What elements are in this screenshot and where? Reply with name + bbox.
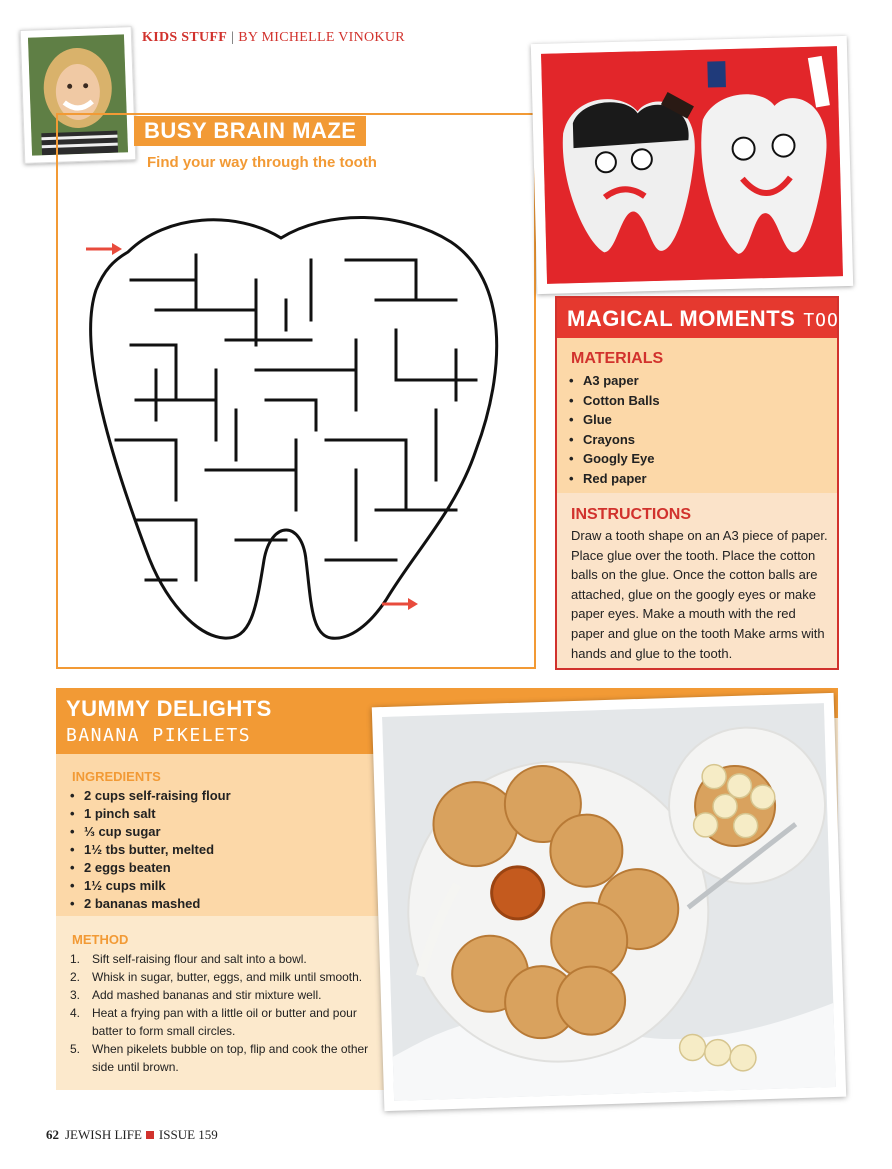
- issue-number: ISSUE 159: [158, 1127, 218, 1142]
- tooth-craft-image: [541, 46, 843, 284]
- recipe-title: BANANA PIKELETS: [66, 725, 252, 746]
- list-item: [70, 1040, 376, 1076]
- byline: [142, 30, 405, 46]
- magical-moments-title: [567, 306, 863, 332]
- list-item: • Cotton Balls: [569, 391, 660, 411]
- method-list: [70, 950, 376, 1076]
- list-item: [70, 968, 376, 986]
- list-item: • 1 pinch salt: [70, 805, 231, 823]
- step-text: Add mashed bananas and stir mixture well.: [92, 988, 322, 1002]
- list-item: • 1½ cups milk: [70, 877, 231, 895]
- list-item: • A3 paper: [569, 371, 660, 391]
- tooth-craft-photo: [531, 36, 853, 294]
- magazine-name: JEWISH LIFE: [65, 1127, 142, 1142]
- step-number: 1.: [70, 952, 81, 966]
- list-item: [70, 1004, 376, 1040]
- list-item: • 2 bananas mashed: [70, 895, 231, 913]
- maze-subtitle: Find your way through the tooth: [147, 154, 377, 171]
- section-label: KIDS STUFF: [142, 30, 228, 45]
- ingredients-list: [70, 787, 231, 913]
- step-number: 4.: [70, 1006, 81, 1020]
- step-text: Whisk in sugar, butter, eggs, and milk until smooth.: [92, 970, 363, 984]
- step-number: 5.: [70, 1042, 81, 1056]
- list-item: [70, 986, 376, 1004]
- pikelets-photo: [372, 693, 846, 1111]
- tooth-maze: [56, 180, 534, 660]
- list-item: • Glue: [569, 410, 660, 430]
- list-item: • 2 cups self-raising flour: [70, 787, 231, 805]
- page-footer: [46, 1127, 218, 1143]
- list-item: • 2 eggs beaten: [70, 859, 231, 877]
- step-text: Sift self-raising flour and salt into a bowl.: [92, 952, 307, 966]
- list-item: • ⅓ cup sugar: [70, 823, 231, 841]
- ingredients-heading: INGREDIENTS: [72, 769, 161, 784]
- magical-moments-subtitle: TOOTH: [803, 310, 863, 331]
- instructions-text: Draw a tooth shape on an A3 piece of paper. Place glue over the tooth. Place the cotton balls on the glue. Once the cotton balls are attached, glue on the googly eyes or make paper eyes. Make a mouth with the red paper and glue on the tooth Make arms with hands and glue to the tooth.: [571, 528, 828, 661]
- step-text: Heat a frying pan with a little oil or butter and pour batter to form small circles.: [92, 1006, 357, 1038]
- footer-square-icon: [146, 1131, 154, 1139]
- page-number: 62: [46, 1127, 59, 1142]
- instructions-heading: INSTRUCTIONS: [571, 506, 691, 523]
- list-item: • Crayons: [569, 430, 660, 450]
- pikelets-image: [382, 703, 836, 1101]
- method-heading: METHOD: [72, 932, 129, 947]
- step-number: 3.: [70, 988, 81, 1002]
- step-text: When pikelets bubble on top, flip and cook the other side until brown.: [92, 1042, 369, 1074]
- list-item: • 1½ tbs butter, melted: [70, 841, 231, 859]
- byline-separator: |: [231, 30, 235, 45]
- maze-entry-arrow: [86, 243, 122, 255]
- list-item: [70, 950, 376, 968]
- list-item: • Red paper: [569, 469, 660, 489]
- materials-list: [569, 371, 660, 489]
- maze-title: BUSY BRAIN MAZE: [134, 116, 366, 146]
- list-item: • Googly Eye: [569, 449, 660, 469]
- step-number: 2.: [70, 970, 81, 984]
- author-name: BY MICHELLE VINOKUR: [238, 30, 405, 45]
- magical-moments-heading: MAGICAL MOMENTS: [567, 306, 796, 331]
- yummy-delights-title: YUMMY DELIGHTS: [66, 696, 272, 721]
- materials-heading: MATERIALS: [571, 350, 664, 367]
